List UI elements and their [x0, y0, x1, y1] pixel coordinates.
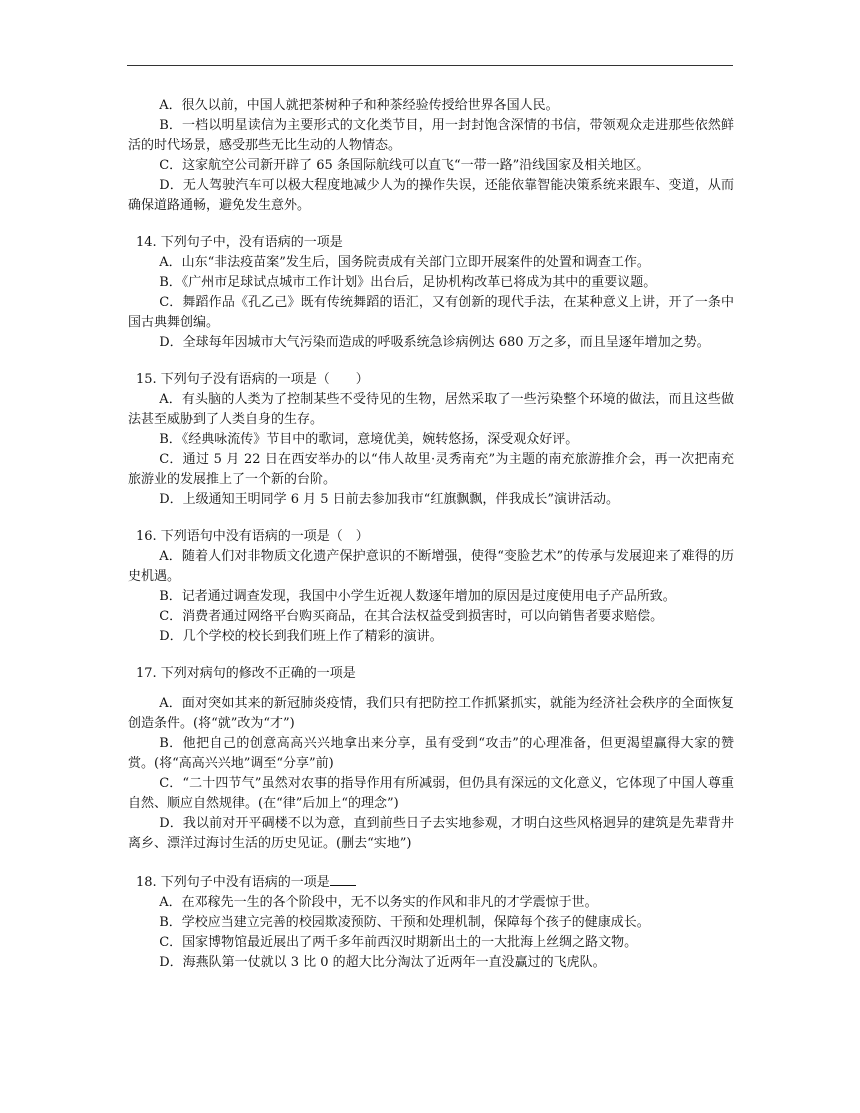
option-d: D．上级通知王明同学 6 月 5 日前去参加我市“红旗飘飘，伴我成长”演讲活动。	[159, 492, 619, 507]
question-15	[128, 370, 734, 510]
option-c: C．国家博物馆最近展出了两千多年前西汉时期新出土的一大批海上丝绸之路文物。	[159, 935, 638, 950]
option-a: A．很久以前，中国人就把茶树种子和种茶经验传授给世界各国人民。	[159, 98, 559, 113]
question-stem: 15. 下列句子没有语病的一项是（ ）	[136, 372, 369, 387]
option-d: D．几个学校的校长到我们班上作了精彩的演讲。	[159, 629, 443, 644]
option-a: A．面对突如其来的新冠肺炎疫情，我们只有把防控工作抓紧抓实，就能为经济社会秩序的全面恢复创造条件。(将“就”改为“才”)	[128, 696, 734, 731]
option-c: C．舞蹈作品《孔乙己》既有传统舞蹈的语汇，又有创新的现代手法，在某种意义上讲，开了一条中国古典舞创编。	[128, 295, 734, 330]
question-18	[128, 871, 734, 973]
option-a: A．山东“非法疫苗案”发生后，国务院责成有关部门立即开展案件的处置和调查工作。	[159, 255, 650, 270]
option-b: B．他把自己的创意高高兴兴地拿出来分享，虽有受到“攻击”的心理准备，但更渴望赢得大家的赞赏。(将“高高兴兴地”调至“分享”前)	[128, 736, 734, 771]
option-d: D．无人驾驶汽车可以极大程度地减少人为的操作失误，还能依靠智能决策系统来跟车、变道，从而确保道路通畅，避免发生意外。	[128, 178, 734, 213]
option-b: B．记者通过调查发现，我国中小学生近视人数逐年增加的原因是过度使用电子产品所致。	[159, 589, 676, 604]
option-a: A．随着人们对非物质文化遗产保护意识的不断增强，使得“变脸艺术”的传承与发展迎来了难得的历史机遇。	[128, 549, 734, 584]
question-stem: 16. 下列语句中没有语病的一项是（ ）	[136, 529, 369, 544]
header-rule	[127, 65, 733, 66]
option-c: C．这家航空公司新开辟了 65 条国际航线可以直飞“一带一路”沿线国家及相关地区。	[159, 158, 650, 173]
option-c: C．消费者通过网络平台购买商品，在其合法权益受到损害时，可以向销售者要求赔偿。	[159, 609, 664, 624]
option-d: D．我以前对开平碉楼不以为意，直到前些日子去实地参观，才明白这些风格迥异的建筑是先辈背井离乡、漂洋过海讨生活的历史见证。(删去“实地”)	[128, 816, 734, 851]
option-b: B．学校应当建立完善的校园欺凌预防、干预和处理机制，保障每个孩子的健康成长。	[159, 915, 650, 930]
question-16	[128, 527, 734, 647]
option-c: C．“二十四节气”虽然对农事的指导作用有所减弱，但仍具有深远的文化意义，它体现了中国人尊重自然、顺应自然规律。(在“律”后加上“的理念”)	[128, 776, 734, 811]
option-a: A．有头脑的人类为了控制某些不受待见的生物，居然采取了一些污染整个环境的做法，而且这些做法甚至威胁到了人类自身的生存。	[128, 392, 734, 427]
option-d: D．海燕队第一仗就以 3 比 0 的超大比分淘汰了近两年一直没赢过的飞虎队。	[159, 955, 606, 970]
option-c: C．通过 5 月 22 日在西安举办的以“伟人故里·灵秀南充”为主题的南充旅游推介会，再一次把南充旅游业的发展推上了一个新的台阶。	[128, 452, 734, 487]
option-b: B．一档以明星读信为主要形式的文化类节目，用一封封饱含深情的书信，带领观众走进那些依然鲜活的时代场景，感受那些无比生动的人物情态。	[128, 118, 734, 153]
question-stem: 17. 下列对病句的修改不正确的一项是	[136, 666, 356, 681]
option-b: B．《广州市足球试点城市工作计划》出台后，足协机构改革已将成为其中的重要议题。	[159, 275, 657, 290]
question-13-options-block	[128, 96, 734, 216]
question-stem: 18. 下列句子中没有语病的一项是	[136, 875, 330, 890]
answer-blank	[330, 871, 356, 886]
question-stem: 14. 下列句子中，没有语病的一项是	[136, 235, 343, 250]
question-14	[128, 233, 734, 353]
question-17	[128, 664, 734, 854]
option-d: D．全球每年因城市大气污染而造成的呼吸系统急诊病例达 680 万之多，而且呈逐年增加之势。	[159, 335, 710, 350]
question-stem-row	[128, 871, 734, 893]
option-a: A．在邓稼先一生的各个阶段中，无不以务实的作风和非凡的才学震惊于世。	[159, 895, 598, 910]
document-body	[128, 96, 734, 973]
option-b: B．《经典咏流传》节目中的歌词，意境优美，婉转悠扬，深受观众好评。	[159, 432, 579, 447]
